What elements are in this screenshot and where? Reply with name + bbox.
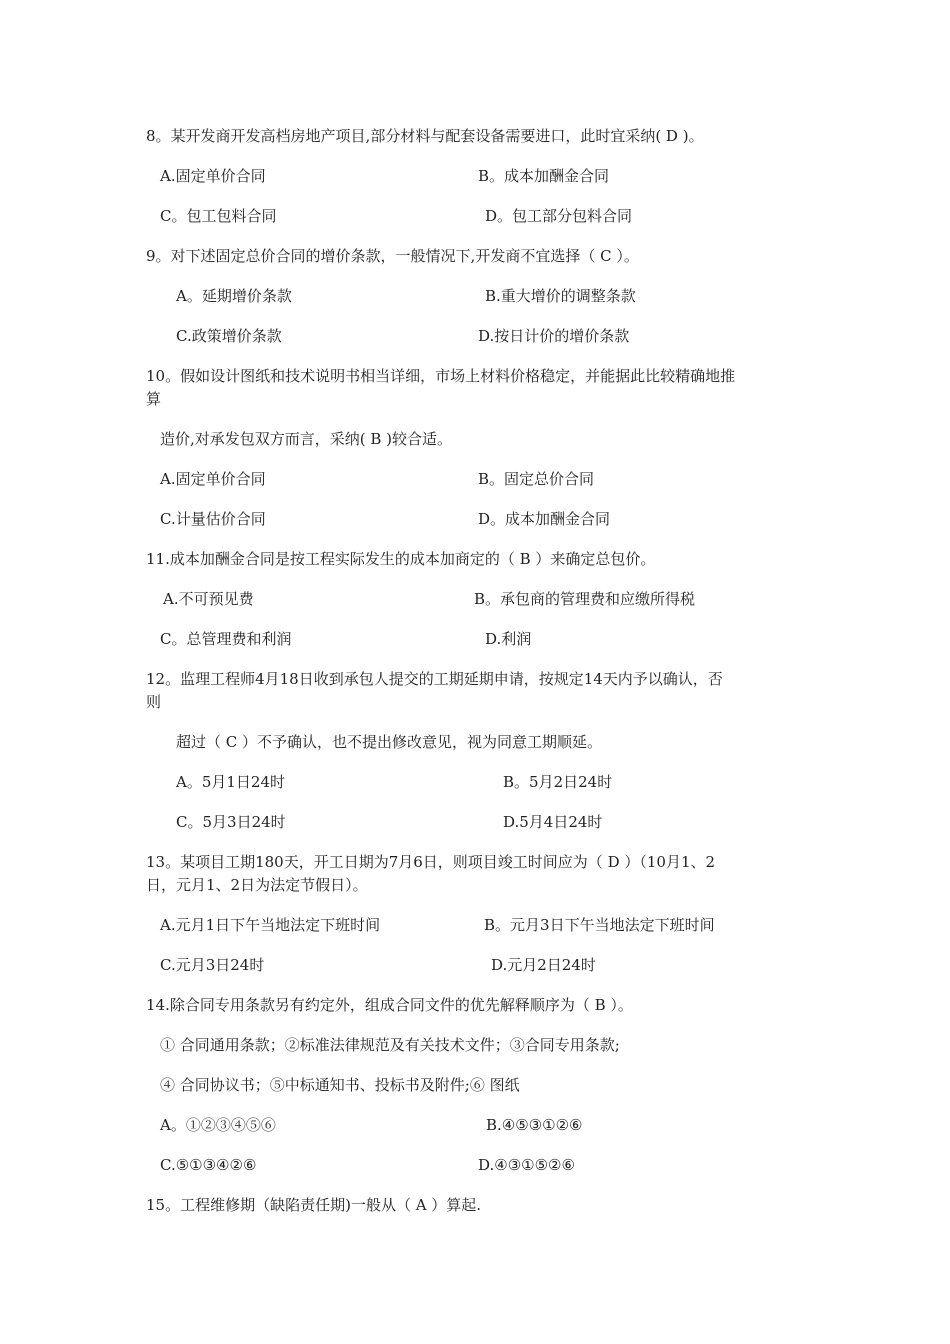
question-13-wrap: 日，元月1、2日为法定节假日）。 bbox=[146, 876, 368, 894]
option-a: A。①②③④⑤⑥ bbox=[160, 1116, 276, 1134]
option-c: C.元月3日24时 bbox=[160, 956, 265, 974]
option-d: D.④③①⑤②⑥ bbox=[478, 1156, 575, 1174]
option-b: B。承包商的管理费和应缴所得税 bbox=[474, 590, 696, 608]
option-c: C.⑤①③④②⑥ bbox=[160, 1156, 257, 1174]
option-d: D.元月2日24时 bbox=[491, 956, 596, 974]
question-12: 12。监理工程师4月18日收到承包人提交的工期延期申请，按规定14天内予以确认，否 bbox=[146, 670, 723, 688]
question-13: 13。某项目工期180天，开工日期为7月6日，则项目竣工时间应为（ D ）（10月1、2 bbox=[146, 853, 716, 871]
option-a: A.不可预见费 bbox=[163, 590, 254, 608]
question-9: 9。对下述固定总价合同的增价条款，一般情况下,开发商不宜选择（ C ）。 bbox=[146, 247, 639, 265]
question-8: 8。某开发商开发高档房地产项目,部分材料与配套设备需要进口，此时宜采纳( D )。 bbox=[146, 127, 704, 145]
question-14-item-1: ① 合同通用条款；②标准法律规范及有关技术文件；③合同专用条款; bbox=[160, 1036, 620, 1054]
option-b: B.④⑤③①②⑥ bbox=[486, 1116, 583, 1134]
option-d: D。包工部分包料合同 bbox=[485, 207, 633, 225]
option-b: B。固定总价合同 bbox=[478, 470, 595, 488]
option-a: A.元月1日下午当地法定下班时间 bbox=[160, 916, 381, 934]
question-14-item-2: ④ 合同协议书；⑤中标通知书、投标书及附件;⑥ 图纸 bbox=[160, 1076, 520, 1094]
question-10: 10。假如设计图纸和技术说明书相当详细，市场上材料价格稳定，并能据此比较精确地推 bbox=[146, 367, 736, 385]
option-b: B。元月3日下午当地法定下班时间 bbox=[484, 916, 715, 934]
option-d: D。成本加酬金合同 bbox=[478, 510, 611, 528]
question-15: 15。工程维修期（缺陷责任期)一般从（ A ）算起. bbox=[146, 1196, 482, 1214]
question-10-cont: 造价,对承发包双方而言，采纳( B )较合适。 bbox=[160, 430, 453, 448]
option-a: A。5月1日24时 bbox=[176, 773, 286, 791]
option-b: B.重大增价的调整条款 bbox=[485, 287, 636, 305]
question-12-cont: 超过（ C ）不予确认，也不提出修改意见，视为同意工期顺延。 bbox=[176, 733, 603, 751]
option-a: A。延期增价条款 bbox=[176, 287, 292, 305]
option-b: B。成本加酬金合同 bbox=[478, 167, 610, 185]
option-c: C.计量估价合同 bbox=[160, 510, 266, 528]
question-11: 11.成本加酬金合同是按工程实际发生的成本加商定的（ B ）来确定总包价。 bbox=[146, 550, 656, 568]
option-c: C.政策增价条款 bbox=[176, 327, 282, 345]
option-a: A.固定单价合同 bbox=[160, 470, 266, 488]
option-c: C。包工包料合同 bbox=[160, 207, 277, 225]
option-d: D.5月4日24时 bbox=[503, 813, 603, 831]
option-d: D.利润 bbox=[485, 630, 532, 648]
question-14: 14.除合同专用条款另有约定外，组成合同文件的优先解释顺序为（ B ）。 bbox=[146, 996, 633, 1014]
option-b: B。5月2日24时 bbox=[503, 773, 613, 791]
option-c: C。总管理费和利润 bbox=[160, 630, 292, 648]
question-12-wrap: 则 bbox=[146, 693, 162, 711]
option-d: D.按日计价的增价条款 bbox=[478, 327, 630, 345]
option-c: C。5月3日24时 bbox=[176, 813, 286, 831]
option-a: A.固定单价合同 bbox=[160, 167, 266, 185]
question-10-wrap: 算 bbox=[146, 390, 162, 408]
